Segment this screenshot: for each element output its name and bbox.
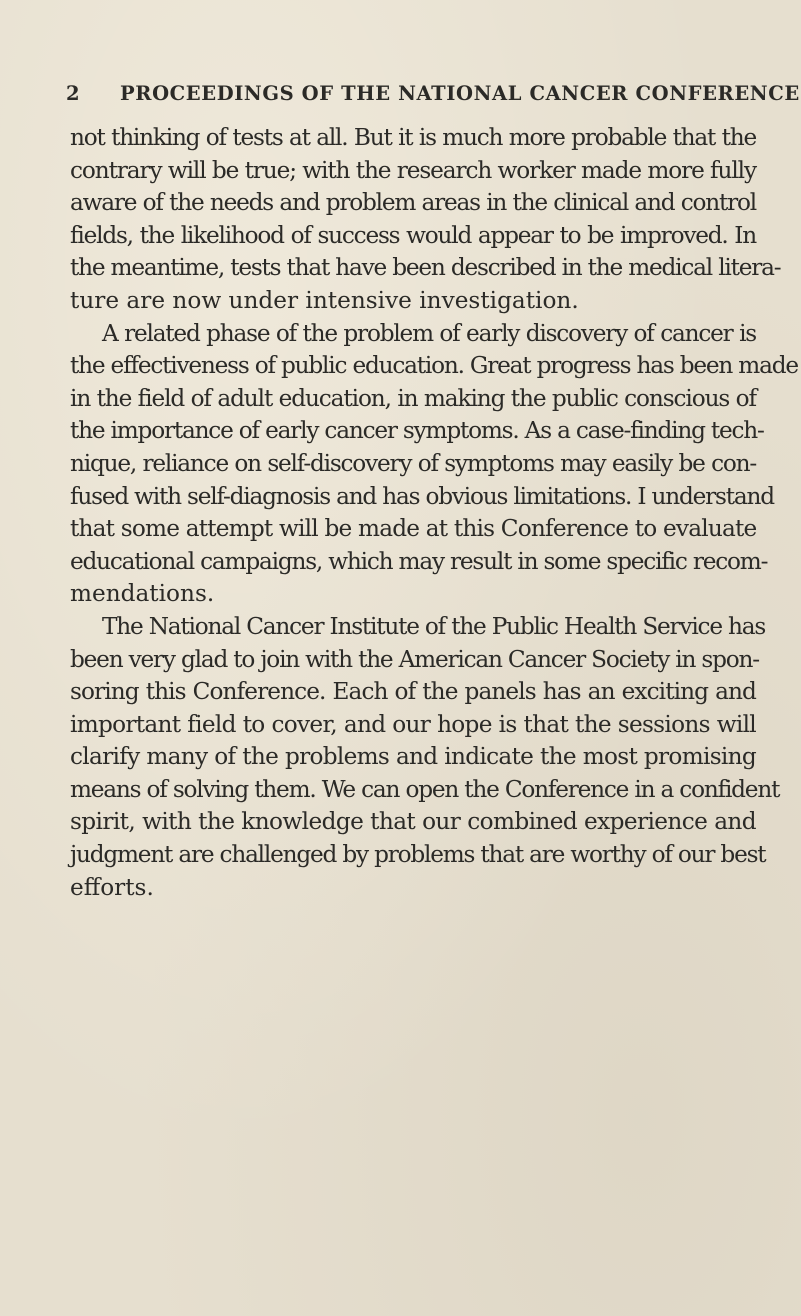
running-title: PROCEEDINGS OF THE NATIONAL CANCER CONFERENCE [120, 82, 800, 105]
text-line: contrary will be true; with the research worker made more fully [70, 156, 756, 184]
text-line: the meantime, tests that have been described in the medical litera- [70, 254, 781, 282]
text-line: the effectiveness of public education. Great progress has been made [70, 352, 798, 380]
text-line: in the field of adult education, in making the public conscious of [70, 384, 756, 412]
text-line: The National Cancer Institute of the Public Health Service has [102, 612, 766, 640]
text-line: judgment are challenged by problems that are worthy of our best [70, 841, 766, 869]
text-line: been very glad to join with the American Cancer Society in spon- [70, 645, 759, 673]
text-line: spirit, with the knowledge that our combined experience and [70, 808, 756, 836]
text-line: that some attempt will be made at this Conference to evaluate [70, 515, 757, 543]
text-line: means of solving them. We can open the Conference in a confident [70, 775, 780, 803]
text-line: nique, reliance on self-discovery of symptoms may easily be con- [70, 449, 756, 477]
body-text [70, 122, 798, 904]
text-line: fused with self-diagnosis and has obvious limitations. I understand [70, 482, 774, 510]
text-line: mendations. [70, 580, 215, 608]
text-line: A related phase of the problem of early discovery of cancer is [102, 319, 756, 347]
text-line: efforts. [70, 873, 154, 901]
text-line: soring this Conference. Each of the panels has an exciting and [70, 678, 756, 706]
text-line: fields, the likelihood of success would appear to be improved. In [70, 221, 756, 249]
text-line: educational campaigns, which may result in some specific recom- [70, 547, 768, 575]
text-line: not thinking of tests at all. But it is much more probable that the [70, 124, 756, 151]
text-line: aware of the needs and problem areas in the clinical and control [70, 189, 756, 217]
running-head [66, 82, 800, 112]
text-line: clarify many of the problems and indicate the most promising [70, 743, 756, 771]
page-number: 2 [66, 82, 81, 105]
text-line: the importance of early cancer symptoms. As a case-finding tech- [70, 417, 764, 445]
text-line: important field to cover, and our hope is that the sessions will [70, 710, 756, 738]
text-line: ture are now under intensive investigation. [70, 286, 579, 314]
